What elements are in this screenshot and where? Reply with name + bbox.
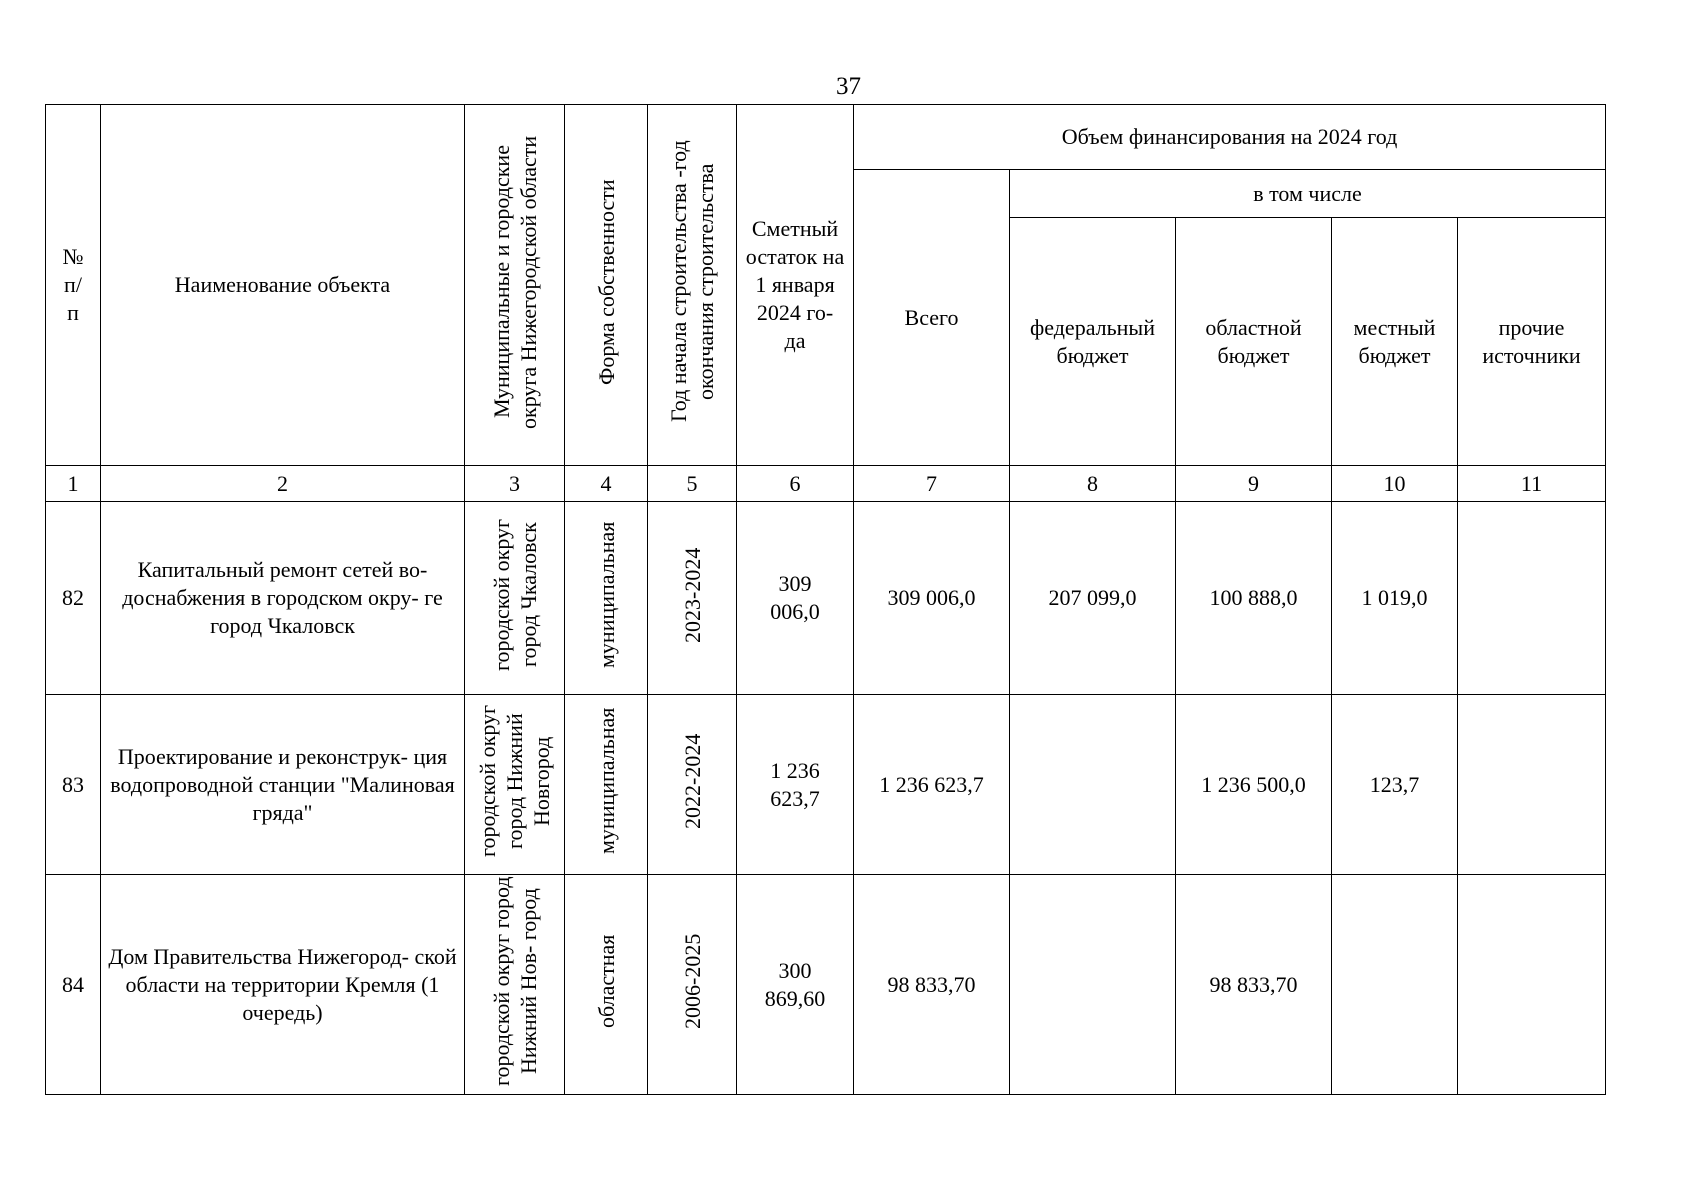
header-number-label: № п/ п — [62, 244, 84, 325]
estimated-remainder-text: 309 006,0 — [770, 571, 820, 624]
header-total — [854, 170, 1010, 466]
construction-years — [648, 695, 737, 875]
funding-total: 98 833,70 — [854, 875, 1010, 1095]
funding-other — [1458, 502, 1606, 695]
estimated-remainder-text: 1 236 623,7 — [770, 757, 820, 811]
table-row — [46, 695, 1606, 875]
header-construction-years-label: Год начала строительства -год окончания строительства — [666, 140, 718, 423]
table-row — [46, 502, 1606, 695]
column-number: 4 — [565, 466, 648, 502]
header-total-label: Всего — [904, 304, 959, 330]
funding-regional: 1 236 500,0 — [1176, 695, 1332, 875]
funding-total: 1 236 623,7 — [854, 695, 1010, 875]
ownership-text: областная — [593, 934, 619, 1028]
header-regional-budget-label: областной бюджет — [1205, 314, 1302, 368]
funding-local: 1 019,0 — [1332, 502, 1458, 695]
funding-other — [1458, 695, 1606, 875]
header-ownership-label: Форма собственности — [593, 178, 619, 385]
funding-federal: 207 099,0 — [1010, 502, 1176, 695]
header-estimated-remainder — [737, 105, 854, 466]
header-local-budget-label: местный бюджет — [1353, 314, 1436, 368]
column-number: 6 — [737, 466, 854, 502]
estimated-remainder — [737, 875, 854, 1095]
funding-other — [1458, 875, 1606, 1095]
header-municipality-label: Муниципальные и городские округа Нижегородской области — [488, 134, 541, 429]
header-municipality — [465, 105, 565, 466]
construction-years — [648, 502, 737, 695]
header-construction-years — [648, 105, 737, 466]
construction-years-text: 2023-2024 — [679, 546, 705, 643]
header-funding-group-label: Объем финансирования на 2024 год — [1061, 124, 1398, 149]
column-number: 5 — [648, 466, 737, 502]
row-number: 83 — [46, 695, 101, 875]
header-including-label: в том числе — [1253, 180, 1362, 206]
header-funding-group — [854, 105, 1606, 170]
municipality-text: городской округ город Чкаловск — [488, 518, 541, 671]
estimated-remainder — [737, 502, 854, 695]
column-number: 3 — [465, 466, 565, 502]
header-other-sources — [1458, 218, 1606, 466]
construction-years-text: 2022-2024 — [679, 733, 705, 829]
page-number: 37 — [836, 73, 861, 100]
column-number: 10 — [1332, 466, 1458, 502]
funding-federal — [1010, 695, 1176, 875]
column-number: 8 — [1010, 466, 1176, 502]
column-number: 1 — [46, 466, 101, 502]
estimated-remainder — [737, 695, 854, 875]
construction-years-text: 2006-2025 — [679, 933, 705, 1029]
funding-local — [1332, 875, 1458, 1095]
municipality — [465, 695, 565, 875]
header-number — [46, 105, 101, 466]
column-number: 2 — [101, 466, 465, 502]
construction-years — [648, 875, 737, 1095]
ownership — [565, 502, 648, 695]
column-number: 11 — [1458, 466, 1606, 502]
table-row — [46, 875, 1606, 1095]
funding-local: 123,7 — [1332, 695, 1458, 875]
ownership — [565, 695, 648, 875]
object-name: Дом Правительства Нижегород- ской области на территории Кремля (1 очередь) — [101, 875, 465, 1095]
header-federal-budget — [1010, 218, 1176, 466]
header-other-sources-label: прочие источники — [1482, 314, 1581, 368]
header-local-budget — [1332, 218, 1458, 466]
header-estimated-remainder-label: Сметный остаток на 1 января 2024 го- да — [745, 216, 845, 353]
municipality-text: городской округ город Нижний Нов- город — [488, 876, 541, 1086]
ownership — [565, 875, 648, 1095]
object-name: Проектирование и реконструк- ция водопроводной станции "Малиновая гряда" — [101, 695, 465, 875]
header-federal-budget-label: федеральный бюджет — [1030, 314, 1155, 368]
header-object-name — [101, 105, 465, 466]
funding-regional: 98 833,70 — [1176, 875, 1332, 1095]
estimated-remainder-text: 300 869,60 — [764, 957, 826, 1011]
municipality — [465, 875, 565, 1095]
column-number: 7 — [854, 466, 1010, 502]
ownership-text: муниципальная — [593, 521, 619, 668]
row-number: 82 — [46, 502, 101, 695]
construction-objects-table — [45, 104, 1606, 1095]
funding-federal — [1010, 875, 1176, 1095]
object-name: Капитальный ремонт сетей во- доснабжения в городском окру- ге город Чкаловск — [101, 502, 465, 695]
header-row-1 — [46, 105, 1606, 170]
municipality-text: городской округ город Нижний Новгород — [475, 704, 554, 858]
header-object-name-label: Наименование объекта — [174, 272, 391, 297]
funding-regional: 100 888,0 — [1176, 502, 1332, 695]
header-ownership — [565, 105, 648, 466]
ownership-text: муниципальная — [593, 707, 619, 855]
row-number: 84 — [46, 875, 101, 1095]
header-regional-budget — [1176, 218, 1332, 466]
municipality — [465, 502, 565, 695]
column-number-row — [46, 466, 1606, 502]
column-number: 9 — [1176, 466, 1332, 502]
header-including — [1010, 170, 1606, 218]
funding-total: 309 006,0 — [854, 502, 1010, 695]
